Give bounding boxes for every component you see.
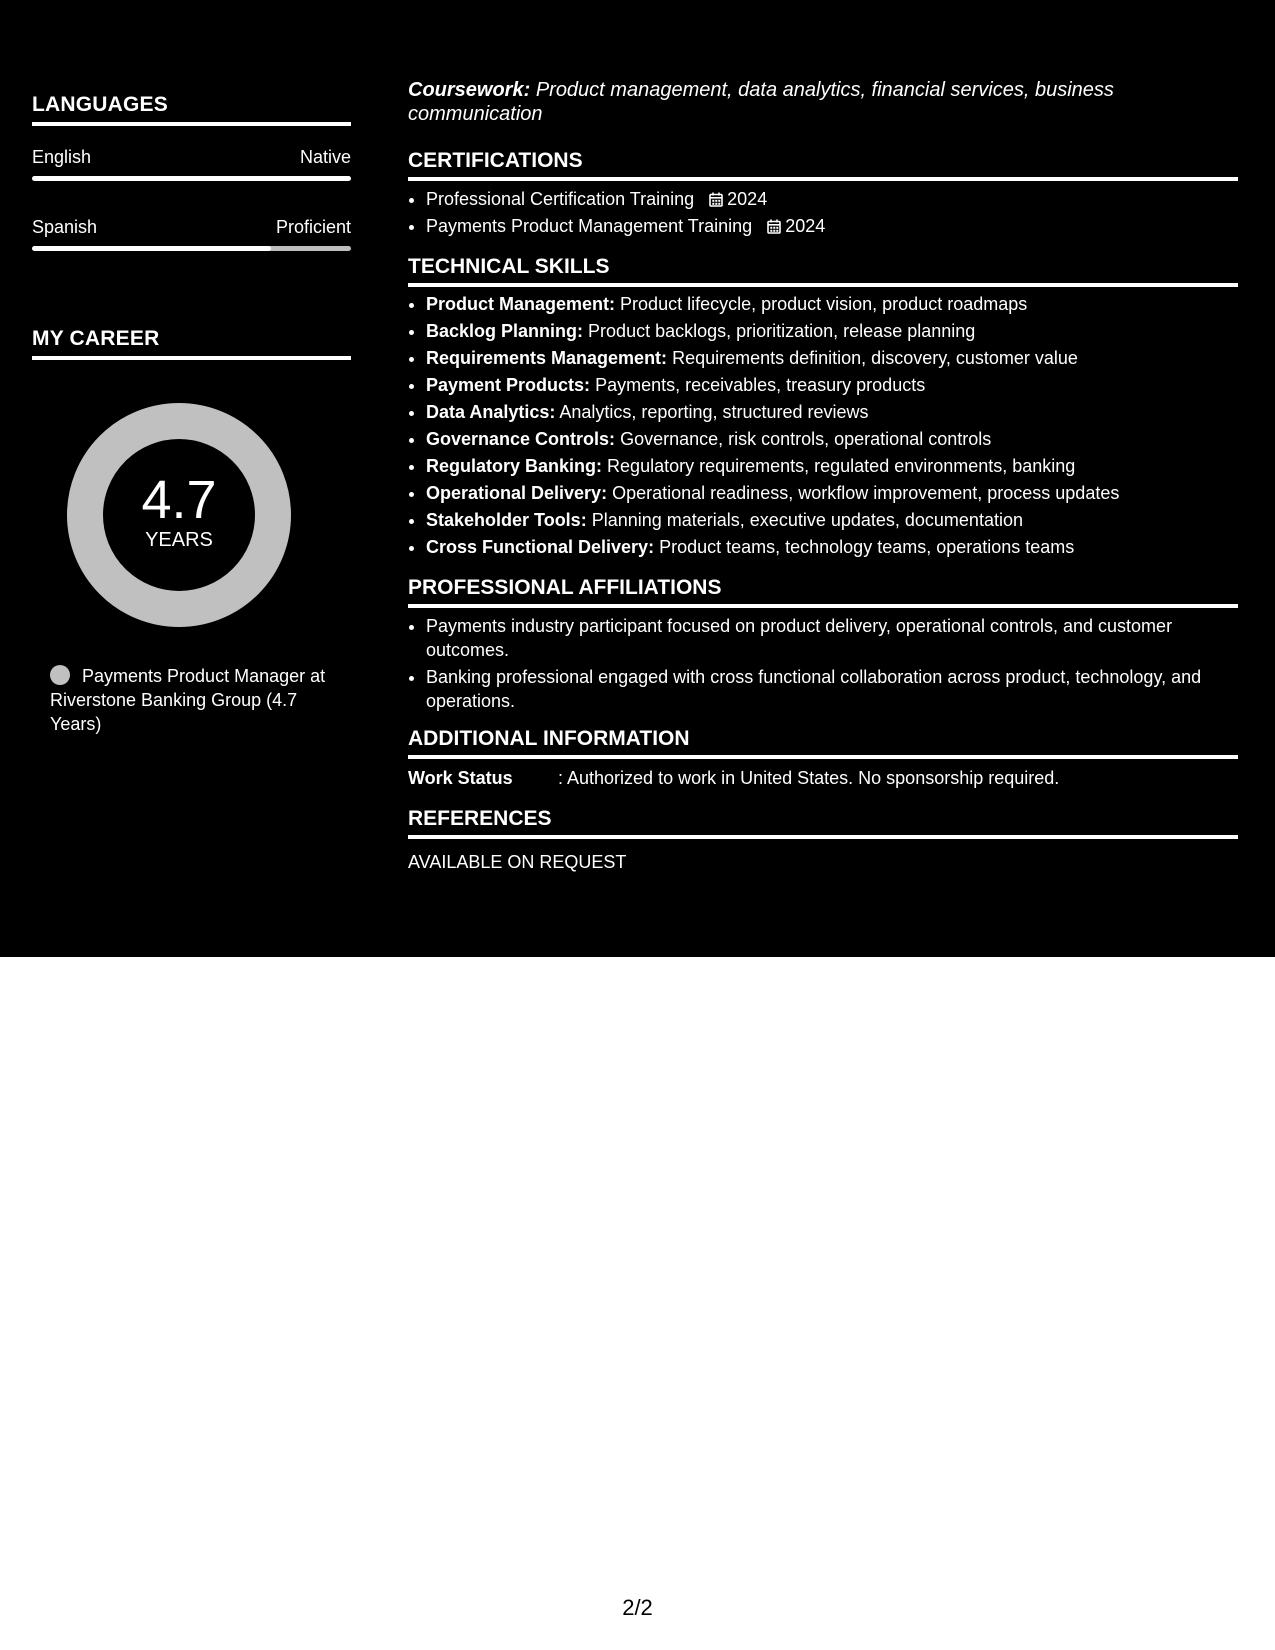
skill-label: Backlog Planning: <box>426 321 584 341</box>
certification-item <box>426 186 1238 213</box>
career-years-value: 4.7 <box>141 470 217 530</box>
technical-skills-list <box>408 291 1238 561</box>
main-content <box>408 78 1238 873</box>
skill-text: Product teams, technology teams, operations teams <box>659 537 1075 557</box>
language-proficiency-fill <box>32 176 351 181</box>
skill-item <box>426 345 1238 372</box>
skill-label: Payment Products: <box>426 375 591 395</box>
language-name: English <box>32 147 92 167</box>
affiliations-list <box>408 614 1238 713</box>
skill-item <box>426 318 1238 345</box>
skill-text: Product backlogs, prioritization, release planning <box>588 321 976 341</box>
affiliation-item: • Payments industry participant focused on product delivery, operational controls, and customer outcomes. <box>426 614 1238 662</box>
language-item <box>32 146 351 181</box>
skill-label: Data Analytics: <box>426 402 556 422</box>
skill-text: Planning materials, executive updates, documentation <box>591 510 1023 530</box>
language-level: Native <box>299 147 351 167</box>
page-number: 2/2 <box>622 1595 653 1620</box>
skill-item <box>426 372 1238 399</box>
coursework-line <box>408 78 1238 126</box>
certification-year: 2024 <box>785 216 826 236</box>
language-proficiency-fill <box>32 246 271 251</box>
skill-text: Governance, risk controls, operational controls <box>620 429 992 449</box>
calendar-icon <box>709 192 723 207</box>
skill-item <box>426 453 1238 480</box>
certifications-list <box>408 186 1238 240</box>
calendar-icon <box>767 219 781 234</box>
career-legend-text: Payments Product Manager at Riverstone Banking Group (4.7 Years) <box>50 666 326 734</box>
career-legend-item <box>50 664 340 736</box>
coursework-text: Product management, data analytics, financial services, business communication <box>408 79 1114 125</box>
skill-text: Regulatory requirements, regulated environments, banking <box>607 456 1076 476</box>
languages-heading: LANGUAGES <box>32 92 351 126</box>
skill-item <box>426 291 1238 318</box>
work-status-value: : Authorized to work in United States. No sponsorship required. <box>558 768 1060 788</box>
sidebar <box>32 92 351 736</box>
additional-info-heading: ADDITIONAL INFORMATION <box>408 726 1238 759</box>
language-proficiency-bar <box>32 176 351 181</box>
skill-item <box>426 399 1238 426</box>
skill-item <box>426 426 1238 453</box>
skill-label: Governance Controls: <box>426 429 616 449</box>
skill-label: Operational Delivery: <box>426 483 608 503</box>
references-heading: REFERENCES <box>408 806 1238 839</box>
language-level: Proficient <box>275 217 351 237</box>
skill-label: Product Management: <box>426 294 616 314</box>
language-name: Spanish <box>32 217 98 237</box>
skill-item <box>426 480 1238 507</box>
skill-item <box>426 507 1238 534</box>
career-heading: MY CAREER <box>32 326 351 360</box>
skill-label: Cross Functional Delivery: <box>426 537 655 557</box>
affiliation-item: • Banking professional engaged with cross functional collaboration across product, technology, and operations. <box>426 665 1238 713</box>
skill-text: Payments, receivables, treasury products <box>595 375 926 395</box>
skill-label: Requirements Management: <box>426 348 668 368</box>
career-years-donut <box>66 402 292 628</box>
skill-text: Operational readiness, workflow improvement, process updates <box>612 483 1120 503</box>
work-status-row <box>408 767 1238 789</box>
certification-name: Professional Certification Training <box>426 189 695 209</box>
certifications-heading: CERTIFICATIONS <box>408 148 1238 181</box>
affiliations-heading: PROFESSIONAL AFFILIATIONS <box>408 575 1238 608</box>
certification-name: Payments Product Management Training <box>426 216 753 236</box>
language-item <box>32 216 351 251</box>
skill-text: Analytics, reporting, structured reviews <box>559 402 869 422</box>
technical-skills-heading: TECHNICAL SKILLS <box>408 254 1238 287</box>
work-status-label: Work Status <box>408 768 513 788</box>
career-years-unit: YEARS <box>145 529 213 551</box>
skill-text: Product lifecycle, product vision, product roadmaps <box>620 294 1028 314</box>
skill-item <box>426 534 1238 561</box>
skill-text: Requirements definition, discovery, customer value <box>672 348 1078 368</box>
references-text: AVAILABLE ON REQUEST <box>408 852 627 872</box>
skill-label: Regulatory Banking: <box>426 456 603 476</box>
skill-label: Stakeholder Tools: <box>426 510 587 530</box>
language-proficiency-bar <box>32 246 351 251</box>
certification-year: 2024 <box>727 189 768 209</box>
certification-item <box>426 213 1238 240</box>
career-legend-dot <box>50 665 70 685</box>
coursework-label: Coursework: <box>408 79 531 101</box>
